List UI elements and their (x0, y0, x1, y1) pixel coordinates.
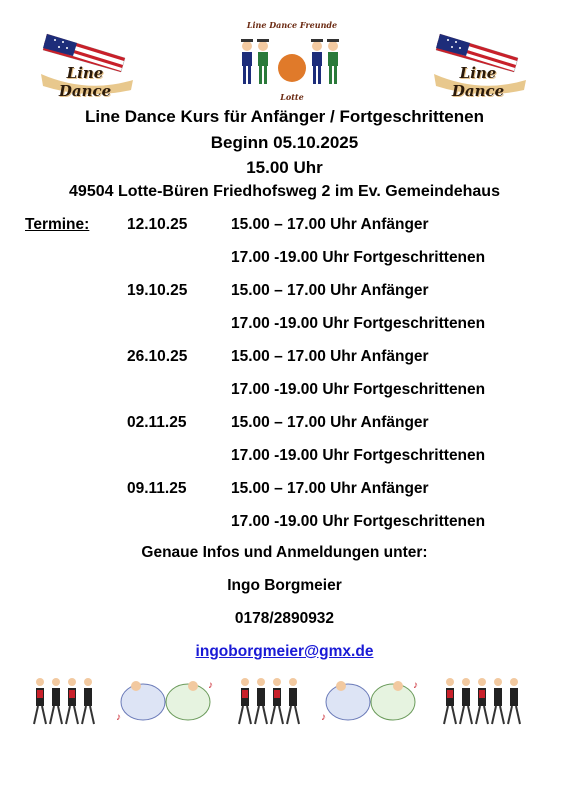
course-title: Line Dance Kurs für Anfänger / Fortgeschrittenen (85, 107, 484, 126)
club-logo (232, 20, 352, 102)
line-dance-flag-logo-right (430, 28, 530, 100)
dancers-icon (232, 30, 352, 100)
dancer-group-3 (444, 678, 520, 724)
svg-text:♪: ♪ (116, 712, 121, 723)
right-logo-text: Line Dance (451, 64, 505, 100)
svg-text:♪: ♪ (208, 680, 213, 691)
dancer-group-2 (239, 678, 299, 724)
dancers-strip-icon (28, 672, 538, 730)
dancers-strip (28, 672, 538, 730)
contact-info-line: Genaue Infos und Anmeldungen unter: (141, 544, 428, 561)
couple-dancer-1 (116, 680, 213, 723)
schedule-time: 15.00 – 17.00 Uhr Anfänger (231, 480, 429, 497)
schedule-date: 26.10.25 (127, 348, 188, 365)
contact-email-link[interactable]: ingoborgmeier@gmx.de (195, 643, 374, 660)
svg-text:♪: ♪ (413, 680, 418, 691)
schedule-time: 17.00 -19.00 Uhr Fortgeschrittenen (231, 513, 486, 530)
contact-name: Ingo Borgmeier (227, 577, 342, 594)
schedule-date: 19.10.25 (127, 282, 188, 299)
dancer-group-1 (34, 678, 94, 724)
schedule-time: 15.00 – 17.00 Uhr Anfänger (231, 414, 429, 431)
schedule-time: 17.00 -19.00 Uhr Fortgeschrittenen (231, 447, 486, 464)
schedule-date: 12.10.25 (127, 216, 188, 233)
club-logo-top-text: Line Dance Freunde (246, 20, 338, 30)
schedule-label: Termine: (25, 216, 90, 233)
schedule-time: 15.00 – 17.00 Uhr Anfänger (231, 348, 429, 365)
start-time: 15.00 Uhr (246, 158, 323, 177)
svg-text:♪: ♪ (321, 712, 326, 723)
couple-dancer-2 (321, 680, 418, 723)
schedule-time: 17.00 -19.00 Uhr Fortgeschrittenen (231, 381, 486, 398)
club-logo-bottom-text: Lotte (280, 92, 304, 102)
schedule-time: 17.00 -19.00 Uhr Fortgeschrittenen (231, 315, 486, 332)
schedule-date: 09.11.25 (127, 480, 187, 497)
schedule-time: 15.00 – 17.00 Uhr Anfänger (231, 282, 429, 299)
schedule-time: 17.00 -19.00 Uhr Fortgeschrittenen (231, 249, 486, 266)
left-logo-text: Line Dance (58, 64, 112, 100)
line-dance-flag-logo-left (37, 28, 137, 100)
contact-email-row (0, 643, 569, 661)
start-date: Beginn 05.10.2025 (210, 133, 359, 152)
venue-address: 49504 Lotte-Büren Friedhofsweg 2 im Ev. Gemeindehaus (69, 183, 500, 200)
schedule-date: 02.11.25 (127, 414, 187, 431)
schedule-time: 15.00 – 17.00 Uhr Anfänger (231, 216, 429, 233)
contact-phone: 0178/2890932 (234, 610, 335, 627)
